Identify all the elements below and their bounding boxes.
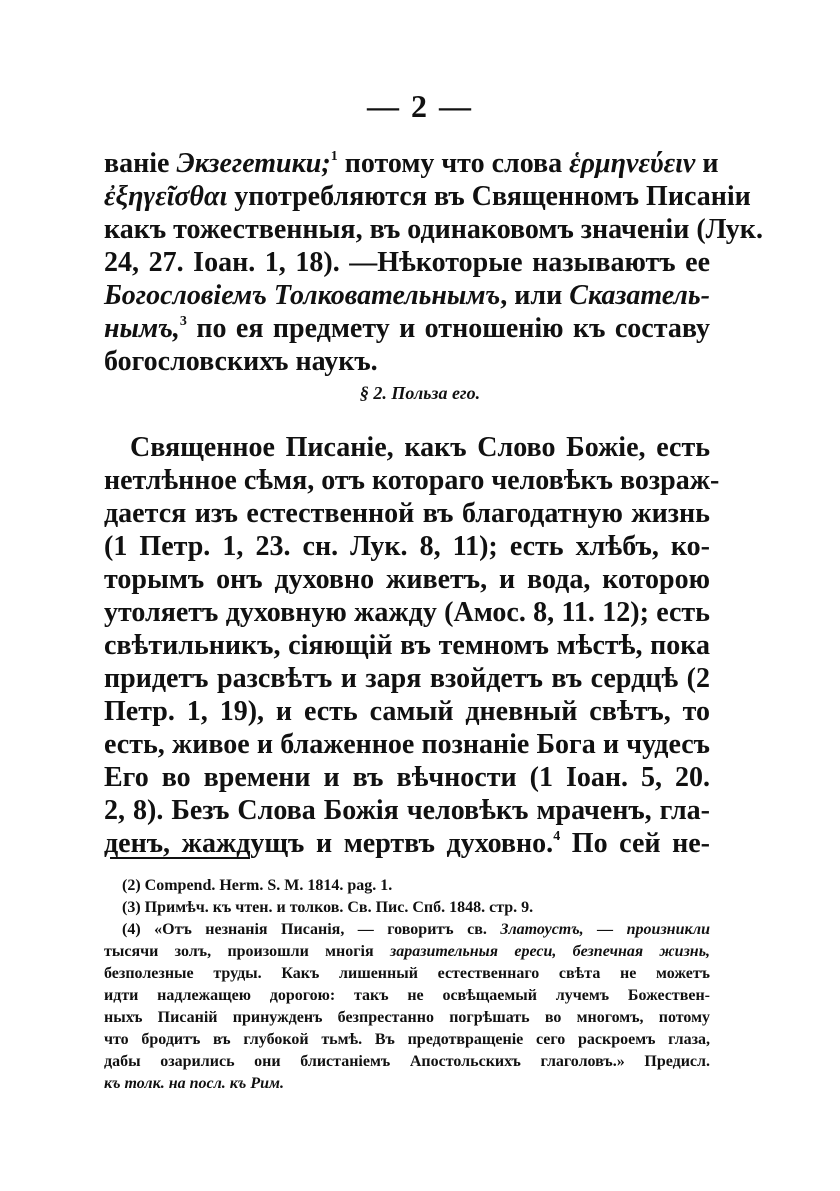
footnote-ref: 1	[330, 149, 338, 164]
footnote-line: дабы озарились они блистаніемъ Апостольскихъ глаголовъ.» Предисл.	[104, 1053, 710, 1070]
text-line: 2, 8). Безъ Слова Божія человѣкъ мраченъ, гла-	[104, 795, 710, 826]
footnote: (4) «Отъ незнанія Писанія, — говоритъ св. Златоустъ, — произникли	[122, 921, 711, 938]
footnote-divider	[110, 857, 250, 859]
text-line: ἐξηγεῖσθαι употребляются въ Священномъ Писаніи	[104, 181, 751, 212]
footnote-ref: 3	[179, 314, 187, 329]
text-line: придетъ разсвѣтъ и заря взойдетъ въ сердцѣ (2	[104, 663, 710, 694]
footnote-line: идти надлежащею дорогою: такъ не освѣщаемый лучемъ Божествен-	[104, 987, 710, 1004]
footnote-ref: 4	[553, 829, 561, 844]
footnote: (2) Compend. Herm. S. M. 1814. pag. 1.	[122, 877, 393, 894]
text-line: дается изъ естественной въ благодатную жизнь	[104, 498, 710, 529]
footnote-line: ныхъ Писаній принужденъ безпрестанно погрѣшать во многомъ, потому	[104, 1009, 710, 1026]
text-line: Его во времени и въ вѣчности (1 Іоан. 5, 20.	[104, 762, 710, 793]
section-heading: § 2. Польза его.	[359, 383, 481, 403]
text-line: утоляетъ духовную жажду (Амос. 8, 11. 12); есть	[104, 597, 710, 628]
text-line: свѣтильникъ, сіяющій въ темномъ мѣстѣ, пока	[104, 630, 710, 661]
page-number: — 2 —	[367, 88, 473, 124]
footnote-line: къ толк. на посл. къ Рим.	[104, 1075, 284, 1092]
footnote: (3) Примѣч. къ чтен. и толков. Св. Пис. Спб. 1848. стр. 9.	[122, 899, 534, 916]
footnote-line: тысячи золъ, произошли многія заразительныя ереси, безпечная жизнь,	[104, 943, 710, 960]
text-line: богословскихъ наукъ.	[104, 346, 378, 377]
text-line: торымъ онъ духовно живетъ, и вода, которою	[104, 564, 710, 595]
text-line: Богословіемъ Толковательнымъ, или Сказатель-	[104, 280, 711, 311]
footnote-line: безполезные труды. Какъ лишенный естественнаго свѣта не можетъ	[104, 965, 710, 982]
text-line: Священное Писаніе, какъ Слово Божіе, есть	[130, 432, 710, 463]
footnote-line: что бродитъ въ глубокой тьмѣ. Въ предотвращеніе сего раскроемъ глаза,	[104, 1031, 710, 1048]
text-line: есть, живое и блаженное познаніе Бога и чудесъ	[104, 729, 710, 760]
text-line: 24, 27. Іоан. 1, 18). —Нѣкоторые называютъ ее	[104, 247, 710, 278]
text-line: (1 Петр. 1, 23. сн. Лук. 8, 11); есть хлѣбъ, ко-	[104, 531, 710, 562]
text-line: денъ, жаждущъ и мертвъ духовно.$^4$ По сей не-	[104, 828, 710, 859]
text-line: какъ тожественныя, въ одинаковомъ значеніи (Лук.	[104, 214, 763, 245]
text-line: Петр. 1, 19), и есть самый дневный свѣтъ, то	[104, 696, 710, 727]
text-line: нымъ,$^3$ по ея предмету и отношенію къ составу	[104, 313, 710, 344]
text-line: нетлѣнное сѣмя, отъ котораго человѣкъ возраж-	[104, 465, 720, 496]
text-line: ваніе Экзегетики;$^1$ потому что слова ἑρμηνεύειν и	[104, 148, 719, 179]
